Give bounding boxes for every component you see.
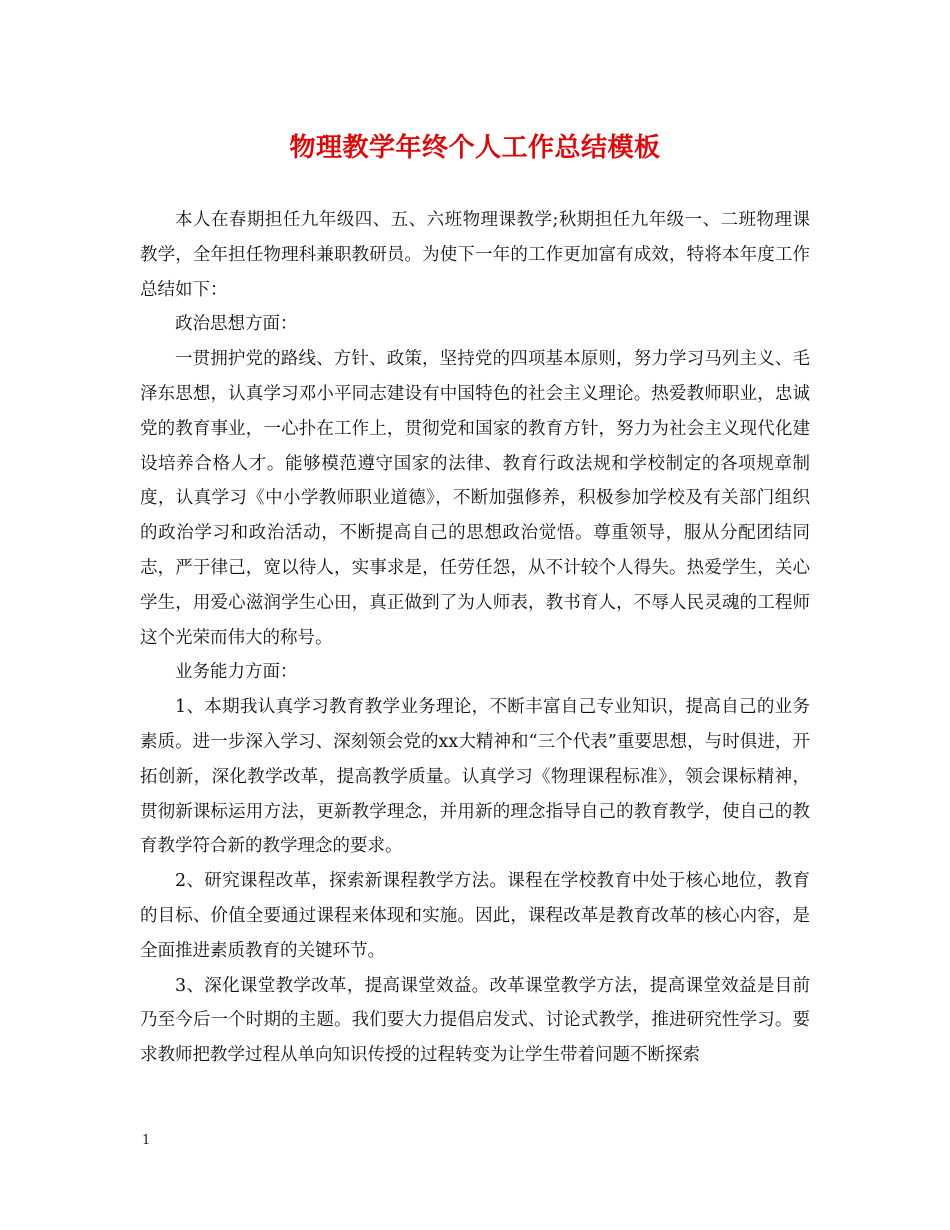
paragraph-item-1: 1、本期我认真学习教育教学业务理论，不断丰富自己专业知识，提高自己的业务素质。进一步深入学习、深刻领会党的xx大精神和“三个代表”重要思想，与时俱进，开拓创新，深化教学改革，提高教学质量。认真学习《物理课程标准》，领会课标精神，贯彻新课标运用方法，更新教学理念，并用新的理念指导自己的教育教学，使自己的教育教学符合新的教学理念的要求。 <box>140 697 810 857</box>
section-heading-political: 政治思想方面： <box>175 314 298 335</box>
document-body <box>140 203 810 1073</box>
paragraph-political: 一贯拥护党的路线、方针、政策，坚持党的四项基本原则，努力学习马列主义、毛泽东思想，认真学习邓小平同志建设有中国特色的社会主义理论。热爱教师职业，忠诚党的教育事业，一心扑在工作上，贯彻党和国家的教育方针，努力为社会主义现代化建设培养合格人才。能够模范遵守国家的法律、教育行政法规和学校制定的各项规章制度，认真学习《中小学教师职业道德》，不断加强修养，积极参加学校及有关部门组织的政治学习和政治活动，不断提高自己的思想政治觉悟。尊重领导，服从分配团结同志，严于律己，宽以待人，实事求是，任劳任怨，从不计较个人得失。热爱学生，关心学生，用爱心滋润学生心田，真正做到了为人师表，教书育人，不辱人民灵魂的工程师这个光荣而伟大的称号。 <box>140 349 810 648</box>
paragraph-item-3: 3、深化课堂教学改革，提高课堂效益。改革课堂教学方法，提高课堂效益是目前乃至今后一个时期的主题。我们要大力提倡启发式、讨论式教学，推进研究性学习。要求教师把教学过程从单向知识传授的过程转变为让学生带着问题不断探索 <box>140 975 810 1066</box>
section-heading-professional: 业务能力方面： <box>175 662 298 683</box>
document-title: 物理教学年终个人工作总结模板 <box>289 133 661 163</box>
paragraph-intro: 本人在春期担任九年级四、五、六班物理课教学;秋期担任九年级一、二班物理课教学，全年担任物理科兼职教研员。为使下一年的工作更加富有成效，特将本年度工作总结如下： <box>140 210 810 300</box>
page-number: 1 <box>142 1133 151 1148</box>
paragraph-item-2: 2、研究课程改革，探索新课程教学方法。课程在学校教育中处于核心地位，教育的目标、价值全要通过课程来体现和实施。因此，课程改革是教育改革的核心内容，是全面推进素质教育的关键环节。 <box>140 871 810 961</box>
